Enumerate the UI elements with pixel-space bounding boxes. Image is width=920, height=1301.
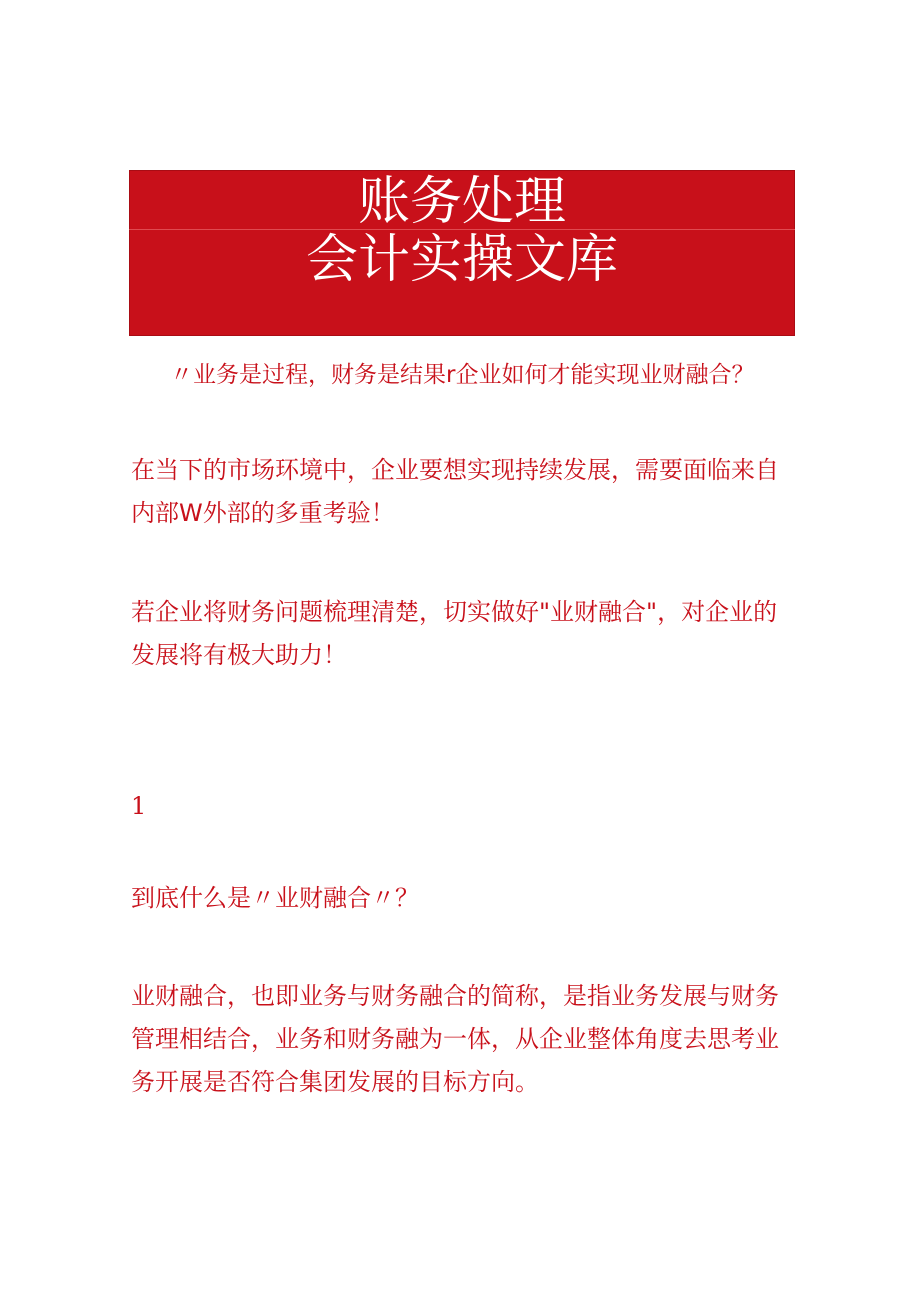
banner-title-line1: 账务处理 (357, 172, 566, 232)
paragraph-intro: 在当下的市场环境中，企业要想实现持续发展，需要面临来自内部W外部的多重考验！ (131, 456, 779, 527)
article-subtitle: 〃业务是过程，财务是结果r企业如何才能实现业财融合？ (170, 362, 755, 388)
banner-title-line2: 会计实操文库 (305, 230, 618, 290)
title-banner (129, 170, 795, 336)
section-heading: 到底什么是〃业财融合〃？ (131, 884, 419, 912)
section-number: 1 (131, 792, 147, 820)
paragraph-benefit: 若企业将财务问题梳理清楚，切实做好"业财融合"，对企业的发展将有极大助力！ (131, 598, 778, 669)
paragraph-definition: 业财融合，也即业务与财务融合的简称，是指业务发展与财务管理相结合，业务和财务融为一体，从企业整体角度去思考业务开展是否符合集团发展的目标方向。 (131, 982, 779, 1096)
